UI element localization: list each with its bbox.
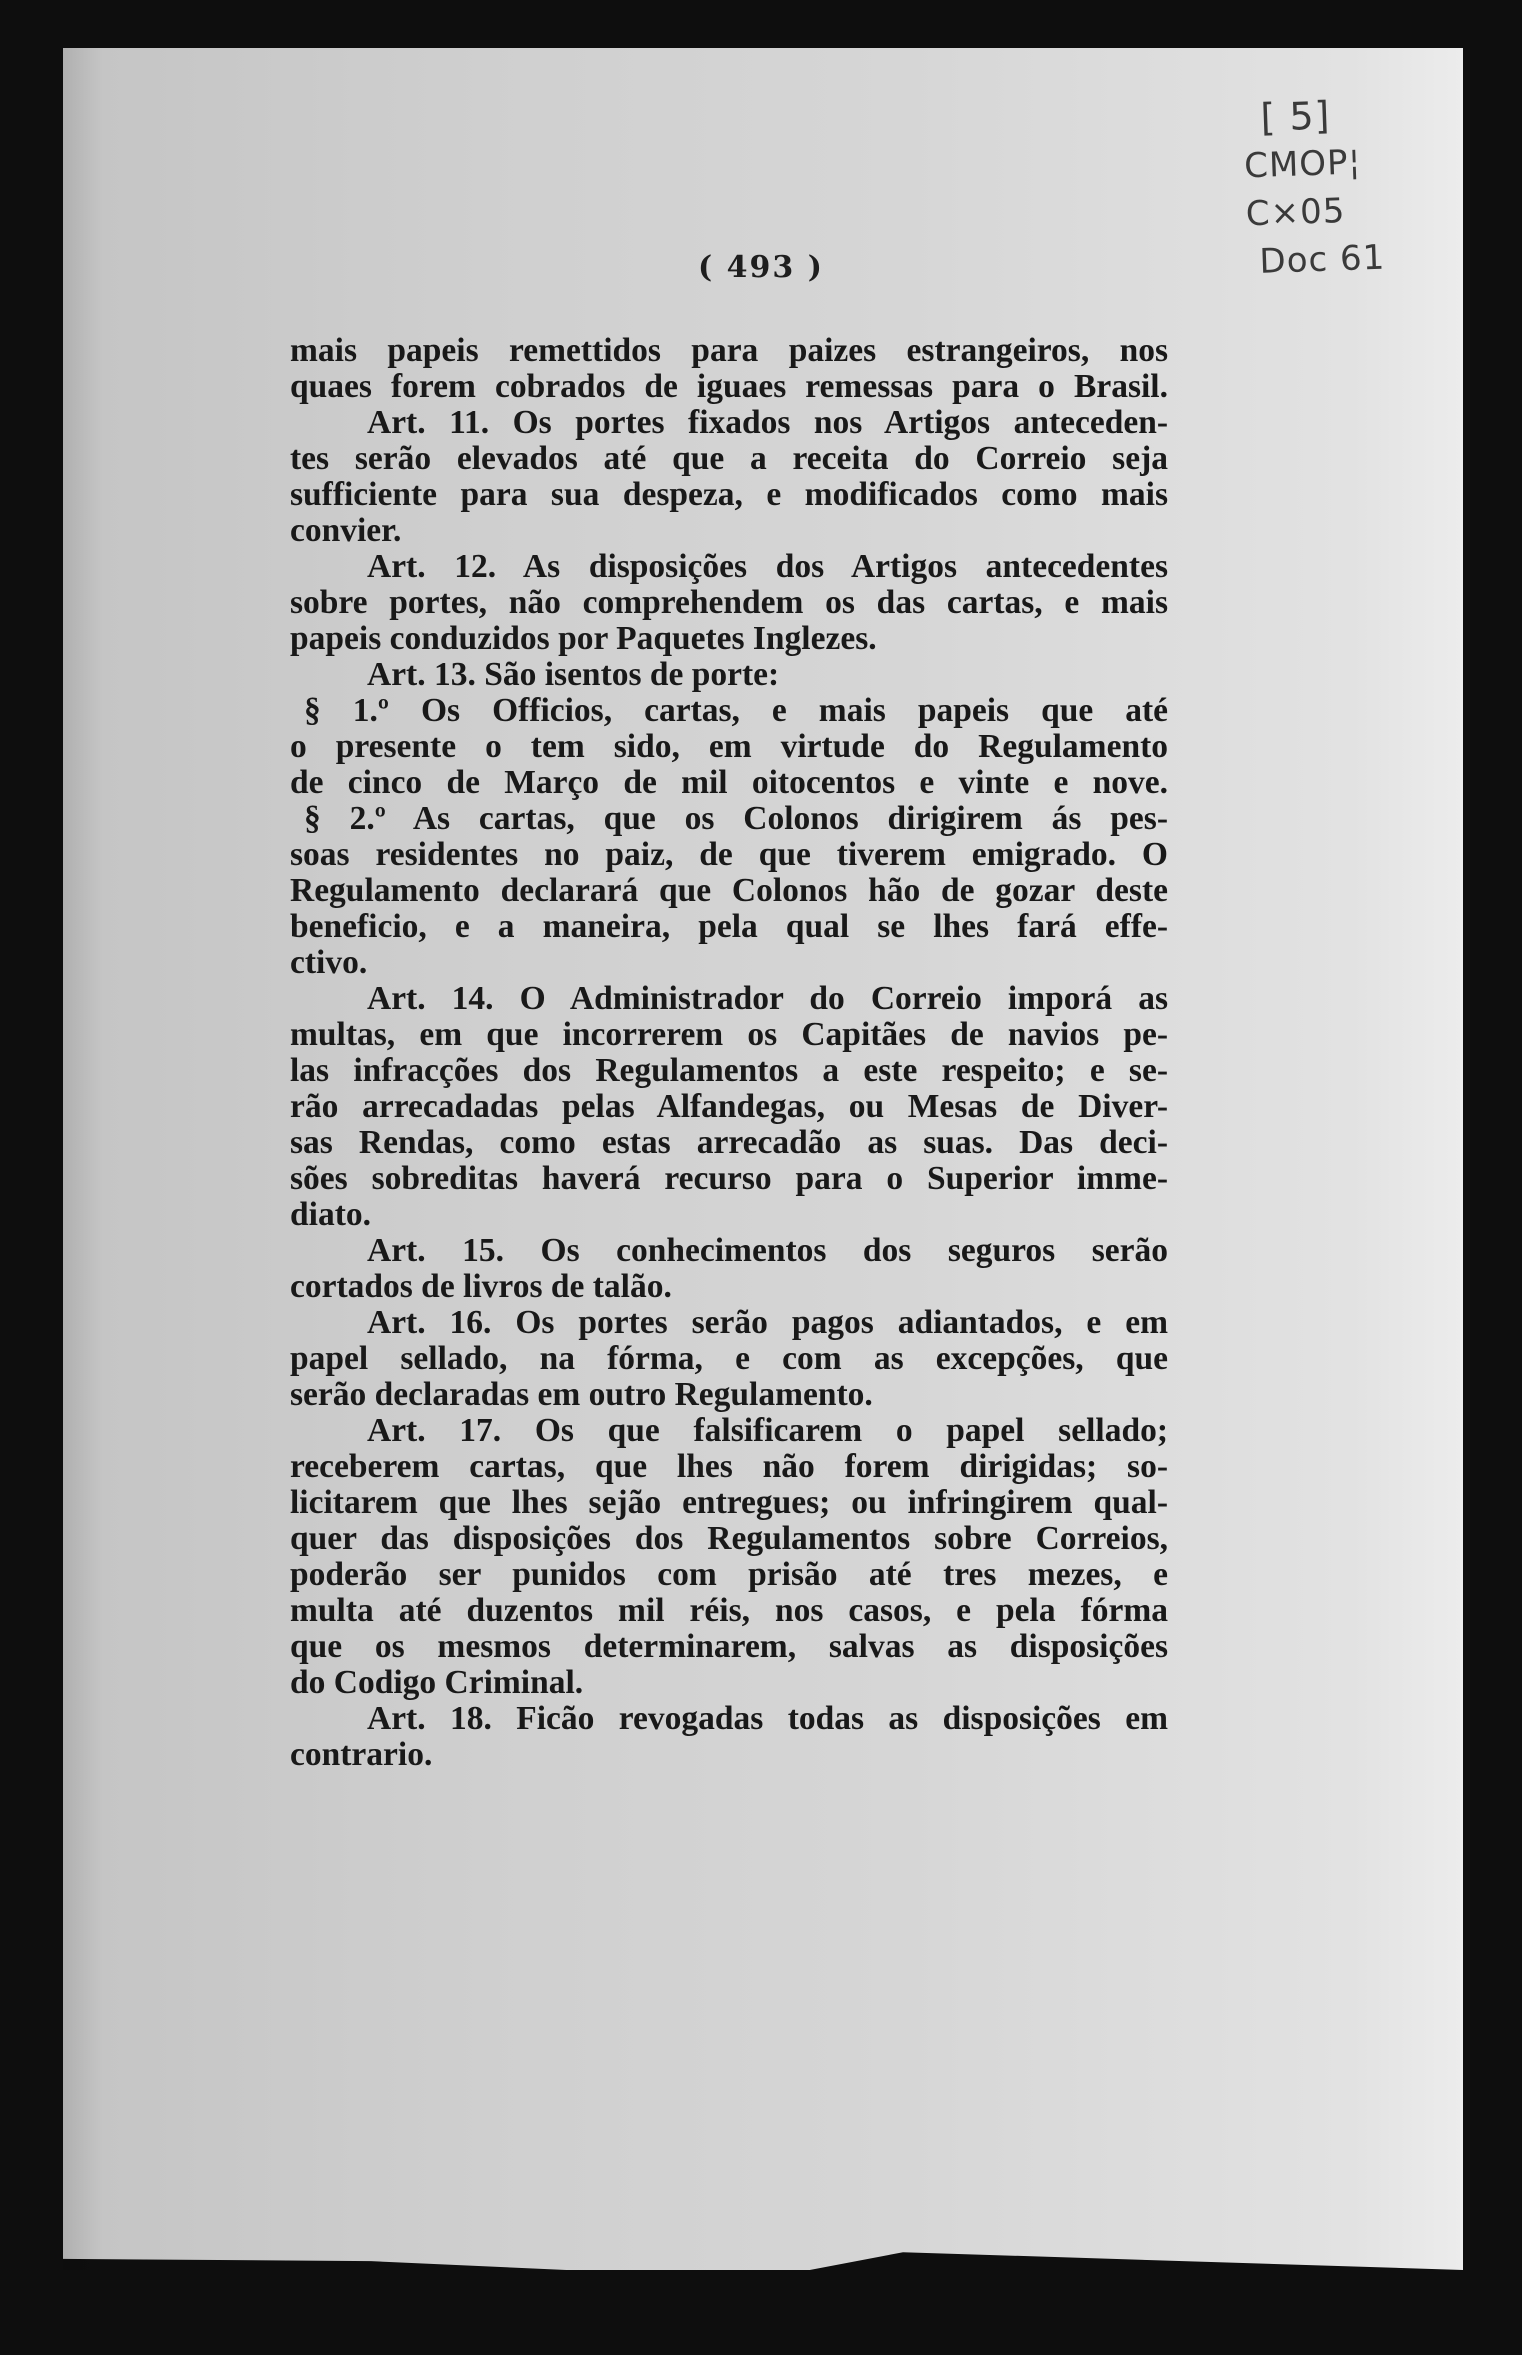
text-line: § 2.º As cartas, que os Colonos dirigirem ás pes- [304, 800, 1168, 837]
page-number: ( 493 ) [698, 250, 824, 285]
text-line: sufficiente para sua despeza, e modificados como mais [290, 476, 1168, 513]
body-text [290, 333, 1168, 1773]
text-line: Art. 15. Os conhecimentos dos seguros serão [367, 1232, 1168, 1269]
annotation-line: Doc 61 [1258, 237, 1386, 282]
page-edge-shadow [63, 48, 103, 2270]
text-line: poderão ser punidos com prisão até tres mezes, e [290, 1556, 1168, 1593]
text-line: do Codigo Criminal. [290, 1664, 584, 1701]
text-line: contrario. [290, 1736, 433, 1773]
text-line: Art. 17. Os que falsificarem o papel sellado; [367, 1412, 1168, 1449]
text-line: Art. 14. O Administrador do Correio imporá as [367, 980, 1168, 1017]
text-line: las infracções dos Regulamentos a este respeito; e se- [290, 1052, 1168, 1089]
text-line: quer das disposições dos Regulamentos sobre Correios, [290, 1520, 1168, 1557]
text-line: sas Rendas, como estas arrecadão as suas. Das deci- [290, 1124, 1168, 1161]
text-line: papel sellado, na fórma, e com as excepções, que [290, 1340, 1168, 1377]
text-line: beneficio, e a maneira, pela qual se lhes fará effe- [290, 908, 1168, 945]
text-line: rão arrecadadas pelas Alfandegas, ou Mesas de Diver- [290, 1088, 1168, 1125]
text-line: sões sobreditas haverá recurso para o Superior imme- [290, 1160, 1168, 1197]
text-line: multas, em que incorrerem os Capitães de navios pe- [290, 1016, 1168, 1053]
text-line: diato. [290, 1196, 371, 1233]
text-line: que os mesmos determinarem, salvas as disposições [290, 1628, 1168, 1665]
annotation-line: CMOP¦ [1243, 142, 1362, 187]
text-line: cortados de livros de talão. [290, 1268, 672, 1305]
text-line: convier. [290, 512, 402, 549]
text-line: ctivo. [290, 944, 368, 981]
text-line: § 1.º Os Officios, cartas, e mais papeis que até [304, 692, 1168, 729]
text-line: Art. 16. Os portes serão pagos adiantados, e em [367, 1304, 1168, 1341]
text-line: mais papeis remettidos para paizes estrangeiros, nos [290, 332, 1168, 369]
text-line: papeis conduzidos por Paquetes Inglezes. [290, 620, 877, 657]
text-line: o presente o tem sido, em virtude do Regulamento [290, 728, 1168, 765]
text-line: Art. 11. Os portes fixados nos Artigos anteceden- [367, 404, 1168, 441]
text-line: receberem cartas, que lhes não forem dirigidas; so- [290, 1448, 1168, 1485]
annotation-line: [ 5] [1259, 93, 1332, 140]
text-line: Regulamento declarará que Colonos hão de gozar deste [290, 872, 1168, 909]
text-line: Art. 12. As disposições dos Artigos antecedentes [367, 548, 1168, 585]
text-line: tes serão elevados até que a receita do Correio seja [290, 440, 1168, 477]
annotation-line: C×05 [1245, 190, 1347, 235]
text-line: multa até duzentos mil réis, nos casos, e pela fórma [290, 1592, 1168, 1629]
text-line: de cinco de Março de mil oitocentos e vinte e nove. [290, 764, 1168, 801]
text-line: licitarem que lhes sejão entregues; ou infringirem qual- [290, 1484, 1168, 1521]
text-line: quaes forem cobrados de iguaes remessas para o Brasil. [290, 368, 1168, 405]
text-line: sobre portes, não comprehendem os das cartas, e mais [290, 584, 1168, 621]
text-line: Art. 18. Ficão revogadas todas as disposições em [367, 1700, 1168, 1737]
text-line: soas residentes no paiz, de que tiverem emigrado. O [290, 836, 1168, 873]
text-line: serão declaradas em outro Regulamento. [290, 1376, 873, 1413]
text-line: Art. 13. São isentos de porte: [367, 656, 780, 693]
